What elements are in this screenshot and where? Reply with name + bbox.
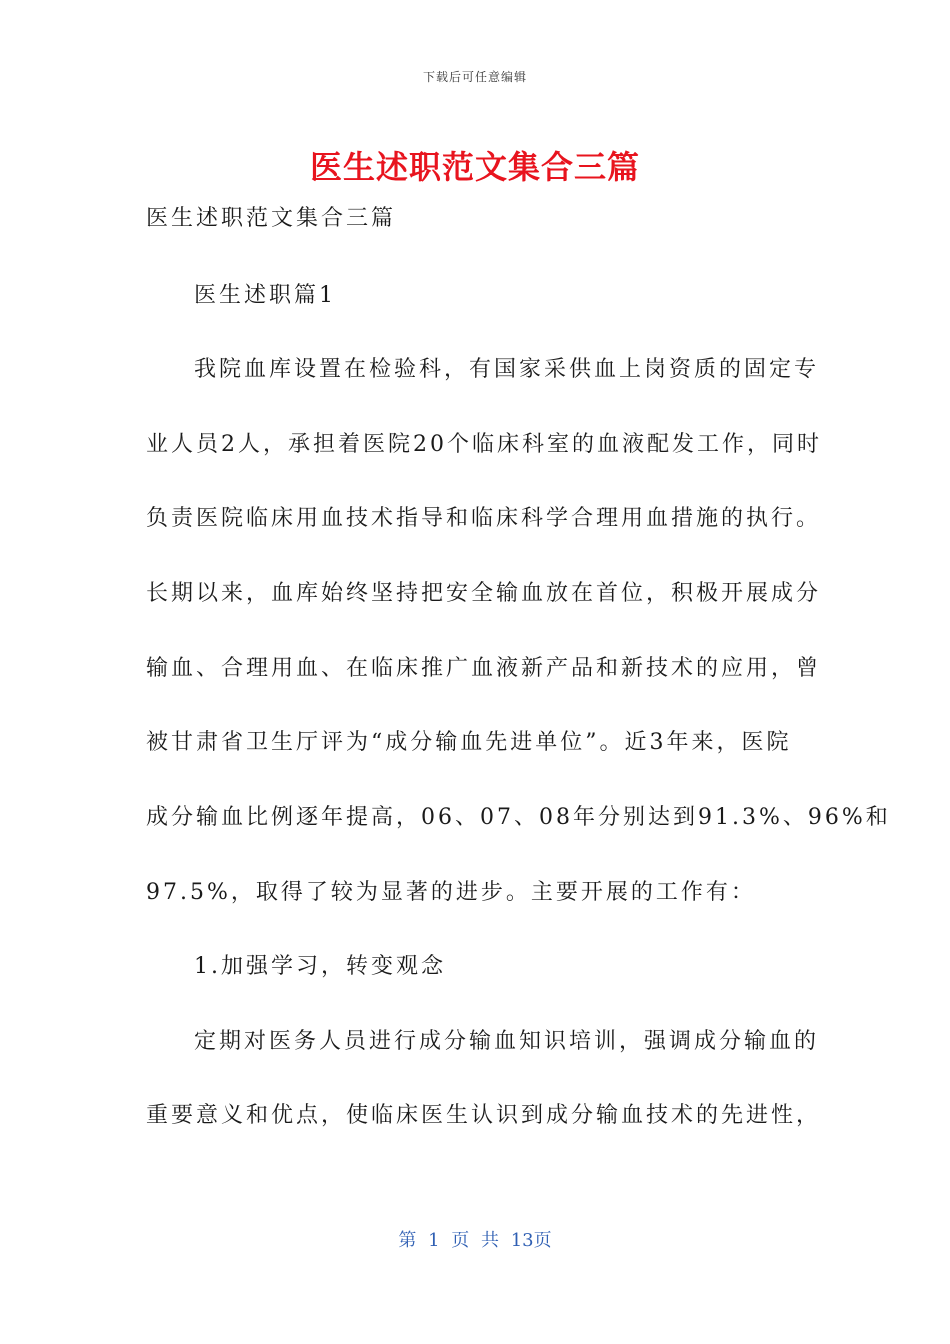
paragraph-line: 长期以来，血库始终坚持把安全输血放在首位，积极开展成分 (146, 581, 822, 606)
paragraph-line: 被甘肃省卫生厅评为“成分输血先进单位”。近3年来，医院 (146, 730, 792, 755)
paragraph-line: 业人员2人，承担着医院20个临床科室的血液配发工作，同时 (146, 432, 822, 457)
paragraph-line: 负责医院临床用血技术指导和临床科学合理用血措施的执行。 (146, 506, 822, 531)
header-note: 下载后可任意编辑 (422, 70, 527, 84)
section-heading: 医生述职篇1 (194, 283, 336, 308)
paragraph-line: 97.5%，取得了较为显著的进步。主要开展的工作有： (146, 880, 756, 905)
subsection-heading: 1.加强学习，转变观念 (194, 954, 446, 979)
page-footer: 第 1 页 共 13页 (398, 1230, 552, 1251)
document-title: 医生述职范文集合三篇 (309, 148, 640, 186)
paragraph-line: 定期对医务人员进行成分输血知识培训，强调成分输血的 (194, 1029, 820, 1054)
subtitle-line: 医生述职范文集合三篇 (146, 206, 397, 231)
paragraph-line: 重要意义和优点，使临床医生认识到成分输血技术的先进性， (146, 1103, 822, 1128)
paragraph-line: 输血、合理用血、在临床推广血液新产品和新技术的应用，曾 (146, 656, 822, 681)
paragraph-line: 我院血库设置在检验科，有国家采供血上岗资质的固定专 (194, 357, 820, 382)
paragraph-line: 成分输血比例逐年提高，06、07、08年分别达到91.3%、96%和 (146, 805, 891, 830)
